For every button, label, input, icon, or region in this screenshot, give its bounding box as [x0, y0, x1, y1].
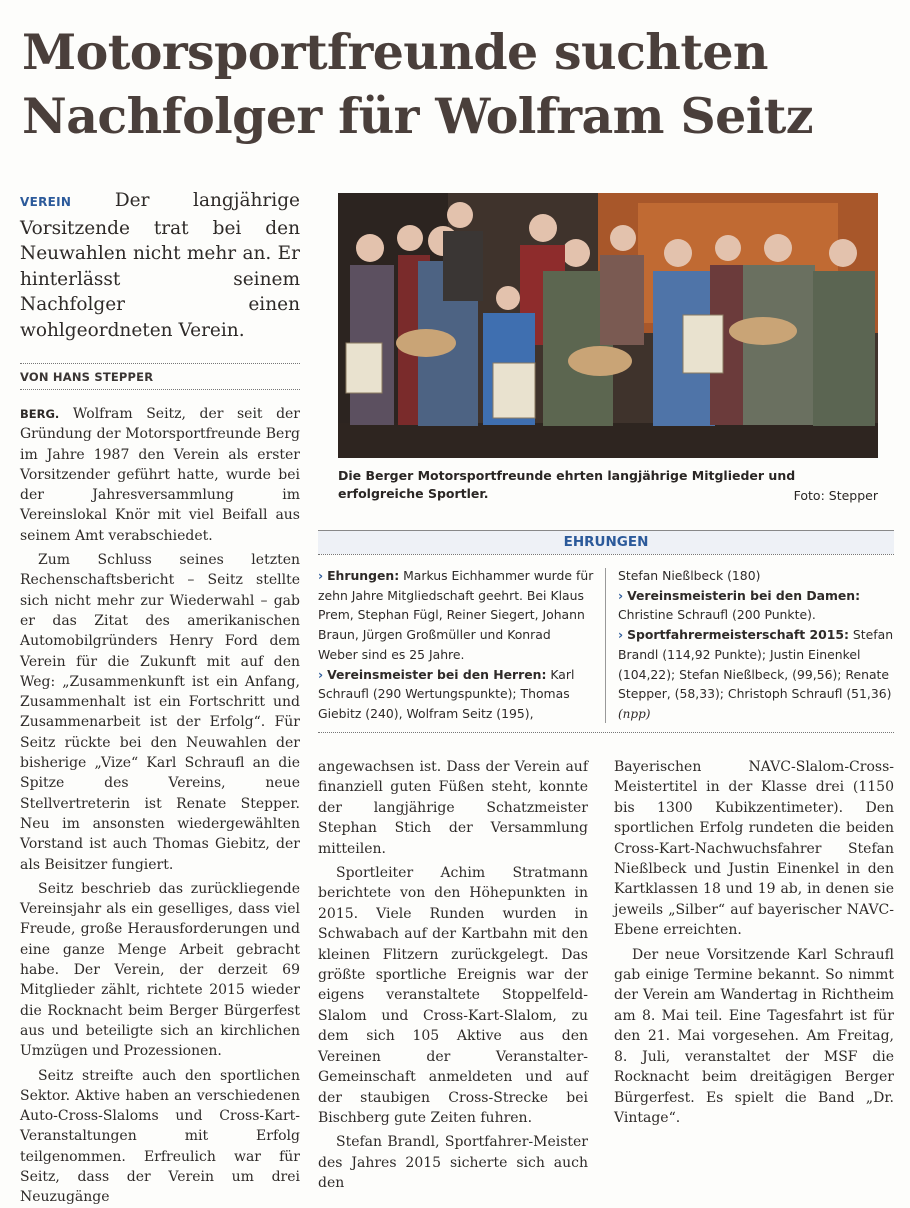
ehrungen-entry [318, 566, 594, 665]
body-paragraph: Seitz streifte auch den sportlichen Sektor. Aktive haben an verschiedenen Auto-Cross-Slaloms und Cross-Kart-Veranstaltungen mit Erfolg teilgenommen. Erfreulich war für Seitz, dass der Verein um drei Neuzugänge [20, 1067, 300, 1206]
photo-caption: Die Berger Motorsportfreunde ehrten langjährige Mitglieder und erfolgreiche Sportler. [338, 468, 796, 501]
lead-text: Der langjährige Vorsitzende trat bei den Neuwahlen nicht mehr an. Er hinterlässt seinem Nachfolger einen wohlgeordneten Verein. [20, 190, 300, 341]
body-paragraph: Zum Schluss seines letzten Rechenschaftsbericht – Seitz stellte sich nicht mehr zur Wiederwahl – gab er das Zitat des amerikanischen Automobilgründers Henry Ford dem Verein für die Zukunft mit auf den Weg: „Zusammenkunft ist ein Anfang, Zusammenhalt ist ein Fortschritt und Zusammenarbeit ist der Erfolg“. Für Seitz rückte bei den Neuwahlen der bisherige „Vize“ Karl Schraufl an die Spitze des Vereins, neue Stellvertreterin ist Renate Stepper. Neu im ansonsten wiedergewählten Vorstand ist auch Thomas Giebitz, der als Beisitzer fungiert. [20, 552, 300, 873]
body-column-3 [614, 757, 894, 1128]
lead-paragraph [20, 188, 300, 343]
divider [318, 554, 894, 555]
column-1 [20, 188, 300, 1208]
body-paragraph-text: Wolfram Seitz, der seit der Gründung der Motorsportfreunde Berg im Jahre 1987 den Verein als erster Vorsitzender geführt hatte, wurde bei der Jahresversammlung im Vereinslokal Knör mit viel Beifall aus seinem Amt verabschiedet. [20, 406, 301, 544]
body-column-1 [20, 404, 300, 1208]
body-paragraph: Seitz beschrieb das zurückliegende Vereinsjahr als ein geselliges, dass viel Freude, große Herausforderungen und eine ganze Menge Arbeit gebracht habe. Der Verein, der derzeit 69 Mitglieder zählt, richtete 2015 wieder die Rocknacht beim Berger Bürgerfest aus und beteiligte sich an kirchlichen Umzügen und Prozessionen. [20, 880, 300, 1060]
headline-line-2: Nachfolger für Wolfram Seitz [22, 87, 813, 145]
ehrungen-column-1 [318, 566, 594, 724]
entry-heading: Sportfahrermeisterschaft 2015: [627, 627, 849, 643]
ehrungen-entry [318, 665, 594, 724]
headline [22, 20, 902, 148]
entry-text: Stefan Brandl (114,92 Punkte); Justin Einenkel (104,22); Stefan Nießlbeck, (99,56); Renate Stepper, (58,33); Christoph Schraufl (51,36) [618, 627, 894, 702]
ehrungen-column-2 [618, 566, 894, 725]
column-3 [614, 757, 894, 1128]
body-paragraph [20, 404, 300, 546]
group-photo [338, 193, 878, 458]
entry-text: Christine Schraufl (200 Punkte). [618, 607, 816, 623]
ehrungen-entry [618, 586, 894, 625]
divider [318, 732, 894, 733]
headline-line-1: Motorsportfreunde suchten [22, 23, 768, 81]
author-tag: (npp) [618, 706, 651, 721]
entry-text: Stefan Nießlbeck (180) [618, 568, 761, 583]
body-paragraph: Bayerischen NAVC-Slalom-Cross-Meistertitel in der Klasse drei (1150 bis 1300 Kubikzentimeter). Den sportlichen Erfolg rundeten die beiden Cross-Kart-Nachwuchsfahrer Stefan Nießlbeck und Justin Einenkel in den Kartklassen 18 und 19 ab, in denen sie jeweils „Silber“ auf bayerischer NAVC-Ebene erreichten. [614, 759, 894, 939]
body-paragraph: Sportleiter Achim Stratmann berichtete von den Höhepunkten in 2015. Viele Runden wurden in Schwabach auf der Kartbahn mit den kleinen Flitzern zurückgelegt. Das größte sportliche Ereignis war der eigens veranstaltete Stoppelfeld-Slalom und Cross-Kart-Slalom, zu dem sich 105 Aktive aus den Vereinen der Veranstalter-Gemeinschaft anmeldeten und auf der staubigen Cross-Strecke bei Bischberg gute Zeiten fuhren. [318, 865, 588, 1126]
ehrungen-entry [618, 625, 894, 725]
photo-credit: Foto: Stepper [793, 488, 878, 503]
column-2 [318, 757, 588, 1194]
group-photo-illustration [338, 193, 878, 458]
divider [20, 389, 300, 390]
arrow-icon: › [618, 627, 624, 643]
ehrungen-title: EHRUNGEN [318, 530, 894, 554]
arrow-icon: › [318, 666, 324, 682]
byline-block [20, 357, 300, 396]
kicker: VEREIN [20, 195, 72, 209]
body-column-2 [318, 757, 588, 1194]
entry-heading: Ehrungen: [327, 568, 400, 583]
dateline: BERG. [20, 407, 60, 421]
body-paragraph: angewachsen ist. Dass der Verein auf finanziell guten Füßen steht, konnte der langjährige Schatzmeister Stephan Stich der Versammlung mitteilen. [318, 759, 588, 857]
entry-text: Karl Schraufl (290 Wertungspunkte); Thomas Giebitz (240), Wolfram Seitz (195), [318, 666, 575, 721]
body-paragraph: Der neue Vorsitzende Karl Schraufl gab einige Termine bekannt. So nimmt der Verein am Wandertag in Richtheim am 8. Mai teil. Eine Tagesfahrt ist für den 21. Mai vorgesehen. Am Freitag, 8. Juli, veranstaltet der MSF die Rocknacht beim dreitägigen Berger Bürgerfest. Es spielt die Band „Dr. Vintage“. [614, 946, 894, 1126]
entry-heading: Vereinsmeisterin bei den Damen: [627, 587, 861, 603]
body-paragraph: Stefan Brandl, Sportfahrer-Meister des Jahres 2015 sicherte sich auch den [318, 1134, 588, 1192]
entry-heading: Vereinsmeister bei den Herren: [327, 666, 547, 682]
ehrungen-box-header [318, 530, 894, 555]
box-column-divider [605, 568, 606, 723]
byline: VON HANS STEPPER [20, 370, 154, 384]
arrow-icon: › [318, 568, 324, 583]
entry-text: Markus Eichhammer wurde für zehn Jahre Mitgliedschaft geehrt. Bei Klaus Prem, Stephan Fügl, Reiner Siegert, Johann Braun, Jürgen Großmüller und Konrad Weber sind es 25 Jahre. [318, 568, 594, 662]
arrow-icon: › [618, 587, 624, 603]
